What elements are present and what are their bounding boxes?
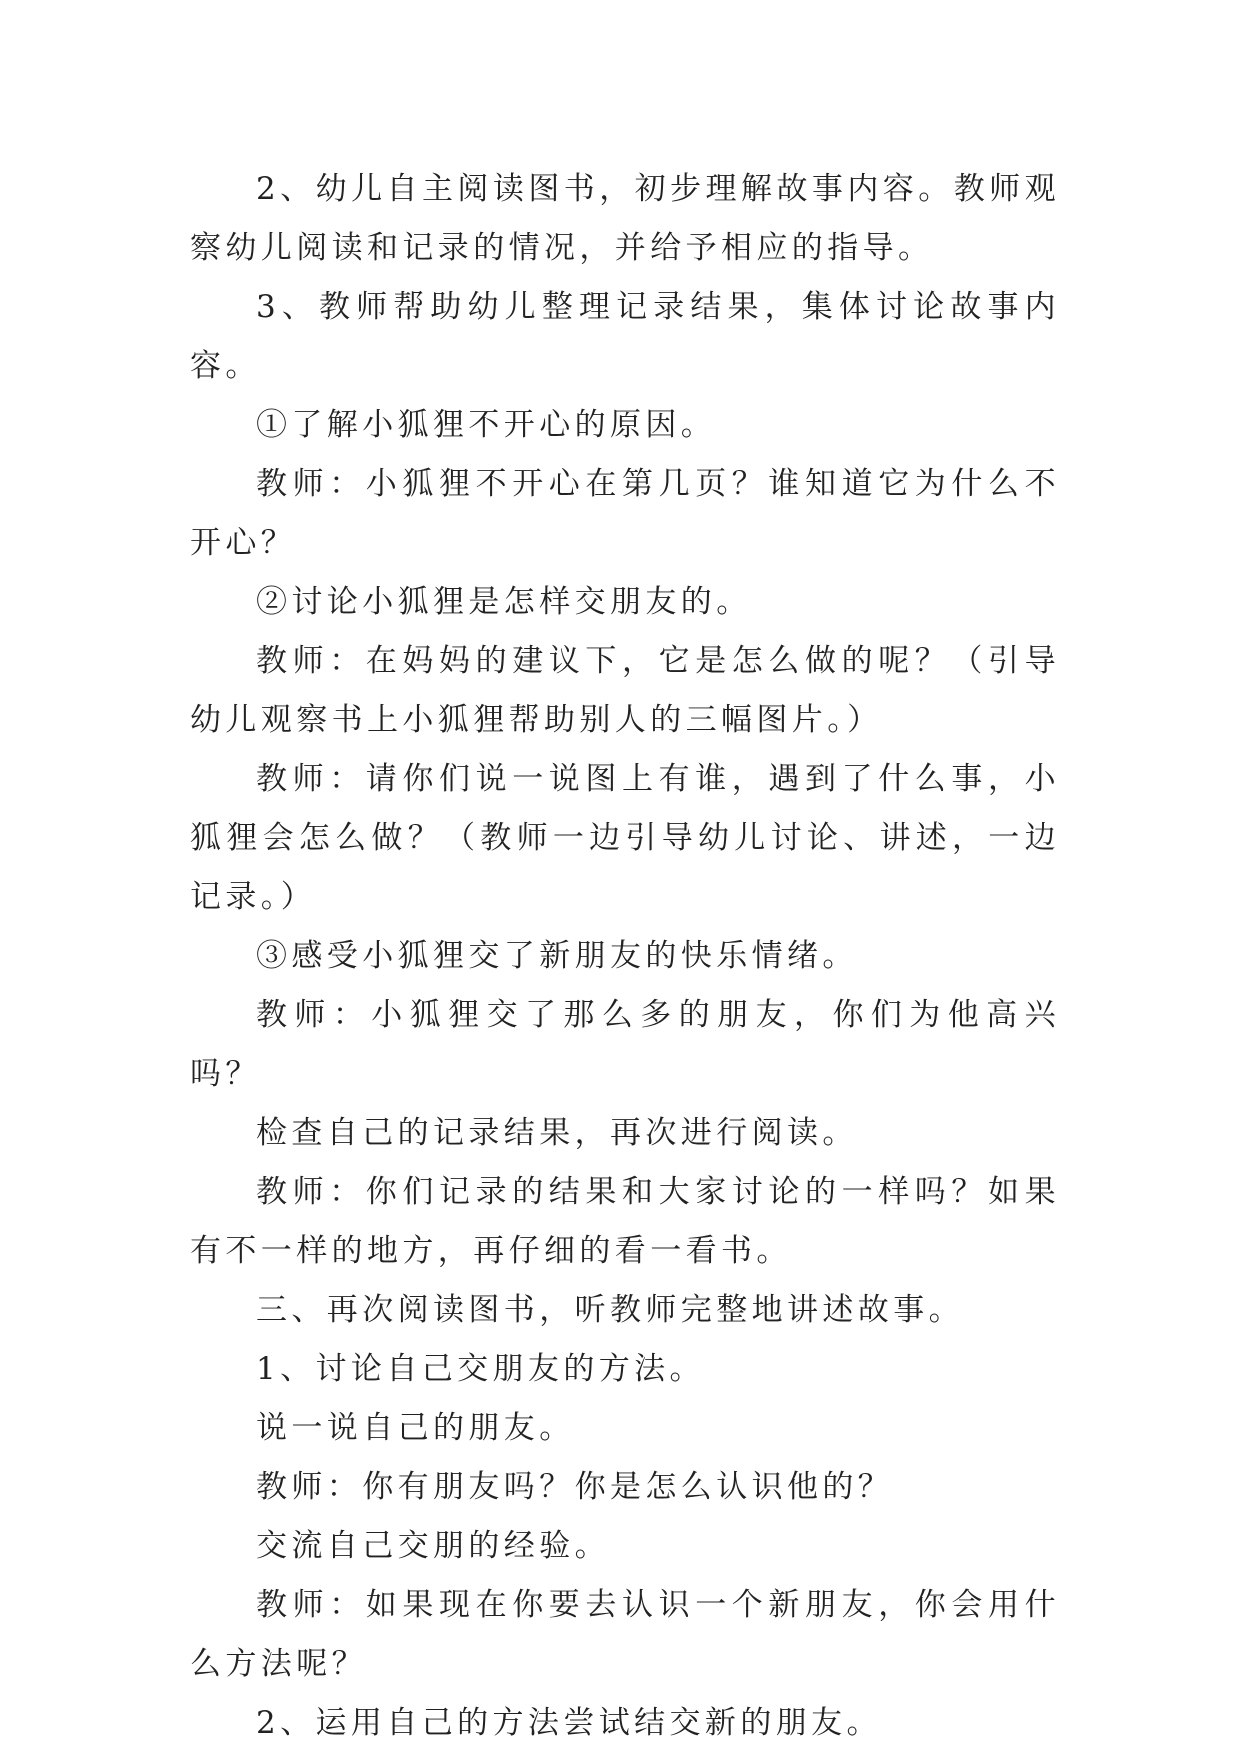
paragraph: 2、运用自己的方法尝试结交新的朋友。	[256, 1705, 882, 1741]
paragraph: 2、幼儿自主阅读图书，初步理解故事内容。教师观察幼儿阅读和记录的情况，并给予相应的指导。	[190, 171, 1060, 266]
paragraph: 教师：如果现在你要去认识一个新朋友，你会用什么方法呢？	[190, 1587, 1060, 1682]
paragraph: ③感受小狐狸交了新朋友的快乐情绪。	[256, 938, 858, 974]
paragraph: ①了解小狐狸不开心的原因。	[256, 407, 717, 443]
paragraph: 教师：你有朋友吗？你是怎么认识他的？	[256, 1469, 894, 1505]
paragraph: 教师：你们记录的结果和大家讨论的一样吗？如果有不一样的地方，再仔细的看一看书。	[190, 1174, 1060, 1269]
paragraph: 教师：请你们说一说图上有谁，遇到了什么事，小狐狸会怎么做？（教师一边引导幼儿讨论、讲述，一边记录。）	[190, 761, 1060, 915]
paragraph: 1、讨论自己交朋友的方法。	[256, 1351, 705, 1387]
document-body	[190, 160, 1060, 1753]
paragraph: 说一说自己的朋友。	[256, 1410, 575, 1446]
paragraph: 交流自己交朋的经验。	[256, 1528, 610, 1564]
paragraph: 教师：小狐狸交了那么多的朋友，你们为他高兴吗？	[190, 997, 1060, 1092]
paragraph: 3、教师帮助幼儿整理记录结果，集体讨论故事内容。	[190, 289, 1060, 384]
paragraph: 教师：小狐狸不开心在第几页？谁知道它为什么不开心？	[190, 466, 1060, 561]
paragraph: 三、再次阅读图书，听教师完整地讲述故事。	[256, 1292, 964, 1328]
paragraph: 教师：在妈妈的建议下，它是怎么做的呢？（引导幼儿观察书上小狐狸帮助别人的三幅图片。）	[190, 643, 1060, 738]
paragraph: 检查自己的记录结果，再次进行阅读。	[256, 1115, 858, 1151]
paragraph: ②讨论小狐狸是怎样交朋友的。	[256, 584, 752, 620]
